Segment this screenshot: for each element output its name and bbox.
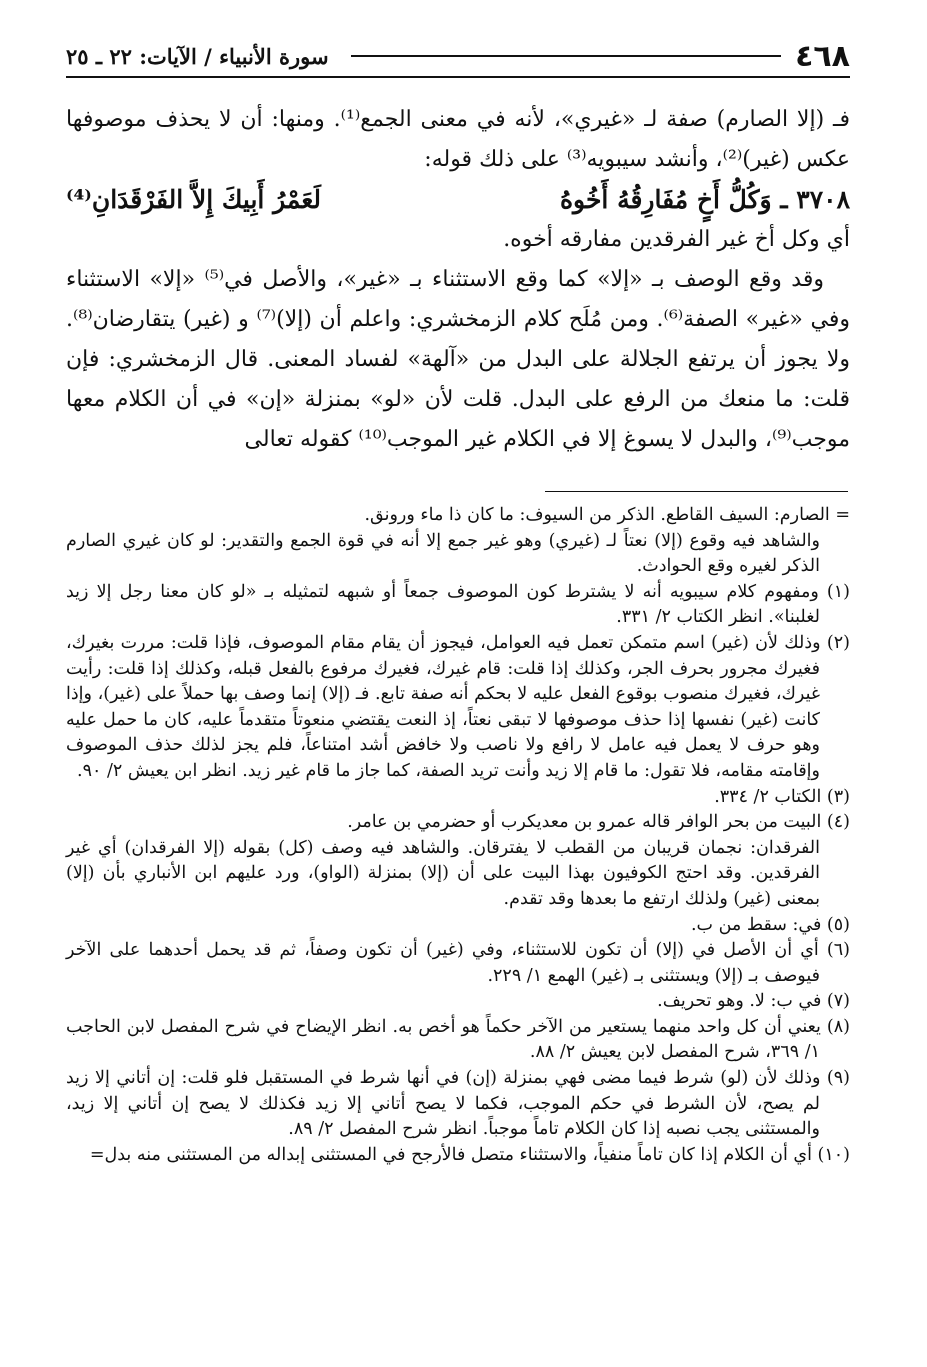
body-paragraph: فـ (إلا الصارم) صفة لـ «غيري»، لأنه في معنى الجمع⁽¹⁾. ومنها: أن لا يحذف موصوفها عكس (غير)⁽²⁾، وأنشد سيبويه⁽³⁾ على ذلك قوله: — [66, 107, 850, 172]
chapter-title: سورة الأنبياء / الآيات: ٢٢ ـ ٢٥ — [66, 43, 329, 69]
poetry-verse — [66, 180, 850, 220]
footnote-continuation: والشاهد فيه وقوع (إلا) نعتاً لـ (غيري) وهو غير جمع إلا أنه في قوة الجمع والتقدير: لو كان غيري الصارم الذكر لغيره وقع الحوادث. — [66, 530, 820, 577]
footnote: (٤) البيت من بحر الوافر قاله عمرو بن معديكرب أو حضرمي بن عامر. — [347, 812, 850, 833]
footnote: (٥) في: سقط من ب. — [690, 914, 850, 935]
verse-first-hemistich: ٣٧٠٨ ـ وَكُلُّ أَخٍ مُفَارِقُهُ أَخُوهُ — [559, 185, 850, 214]
page-number: ٤٦٨ — [795, 38, 850, 74]
verse-second-hemistich: لَعَمْرُ أَبِيكَ إِلاَّ الفَرْقَدَانِ⁽⁴⁾ — [66, 185, 321, 214]
header-rule — [351, 55, 781, 57]
footnote: = الصارم: السيف القاطع. الذكر من السيوف: ما كان ذا ماء ورونق. — [364, 505, 850, 525]
verse-explanation: أي وكل أخ غير الفرقدين مفارقه أخوه. — [503, 227, 850, 252]
footnote: (٦) أي أن الأصل في (إلا) أن تكون للاستثناء، وفي (غير) أن تكون وصفاً، ثم قد يحمل أحدهما على الآخر فيوصف بـ (إلا) ويستثنى بـ (غير) الهمع ١/ ٢٢٩. — [66, 940, 850, 986]
footnote-continuation: الفرقدان: نجمان قريبان من القطب لا يفترقان. والشاهد فيه وصف (كل) بقوله (إلا الفرقدان) أي غير الفرقدين. وقد احتج الكوفيون بهذا البيت على أن (إلا) بمنزلة (الواو)، ورد عليهم ابن الأنباري بأن (إلا) بمعنى (غير) ولذلك ارتفع ما بعدها وقد تقدم. — [66, 837, 820, 909]
footnote: (١٠) أي أن الكلام إذا كان تاماً منفياً، والاستثناء متصل فالأرجح في المستثنى إبداله من المستثنى منه بدل= — [89, 1144, 850, 1165]
main-text — [66, 100, 850, 460]
footnote: (١) ومفهوم كلام سيبويه أنه لا يشترط كون الموصوف جمعاً أو شبهه لتمثيله بـ «لو كان معنا رجل إلا زيد لغلبنا». انظر الكتاب ٢/ ٣٣١. — [66, 581, 850, 628]
footnote: (٣) الكتاب ٢/ ٣٣٤. — [714, 786, 850, 807]
running-header — [66, 36, 850, 78]
footnote-separator — [545, 491, 848, 492]
footnote: (٢) وذلك لأن (غير) اسم متمكن تعمل فيه العوامل، فيجوز أن يقام مقام الموصوف، فإذا قلت: مررت بغيرك، فغيرك مجرور بحرف الجر، وكذلك إذا قلت: قام غيرك، فغيرك مرفوع بالفعل قبله، وكذلك إذا قلت: رأيت غيرك، فغيرك منصوب بوقوع الفعل عليه لا بحكم أنه صفة تابع. فـ (إلا) إنما وصف بها حملاً على (غير)، وإذا كانت (غير) نفسها إذا حذف موصوفها لا تبقى نعتاً، إذ النعت يقتضي منعوتاً متقدماً عليه، كان ما حمل عليه وهو حرف لا يعمل فيه عامل لا رافع ولا ناصب ولا خافض أشد امتناعاً، فلم يجز لذلك حذف الموصوف وإقامته مقامه، فلا تقول: ما قام إلا زيد وأنت تريد الصفة، كما جاز ما قام غير زيد. انظر ابن يعيش ٢/ ٩٠. — [66, 632, 850, 781]
footnotes — [66, 503, 850, 1168]
footnote: (٧) في ب: لا. وهو تحريف. — [657, 991, 850, 1012]
body-paragraph: وقد وقع الوصف بـ «إلا» كما وقع الاستثناء بـ «غير»، والأصل في⁽⁵⁾ «إلا» الاستثناء وفي «غير» الصفة⁽⁶⁾. ومن مُلَح كلام الزمخشري: واعلم أن (إلا)⁽⁷⁾ و (غير) يتقارضان⁽⁸⁾. ولا يجوز أن يرتفع الجلالة على البدل من «آلهة» لفساد المعنى. قال الزمخشري: فإن قلت: ما منعك من الرفع على البدل. قلت لأن «لو» بمنزلة «إن» في أن الكلام معها موجب⁽⁹⁾، والبدل لا يسوغ إلا في الكلام غير الموجب⁽¹⁰⁾ كقوله تعالى — [66, 267, 850, 452]
footnote: (٩) وذلك لأن (لو) شرط فيما مضى فهي بمنزلة (إن) في أنها شرط في المستقبل فلو قلت: إن أتاني إلا زيد لم يصح، لأن الشرط في حكم الموجب، فكما لا يصح أتاني إلا زيد فكذلك لا يصح إن أتاني إلا زيد، والمستثنى يجب نصبه إذا كان الكلام تاماً موجباً. انظر شرح المفصل ٢/ ٨٩. — [66, 1068, 850, 1140]
footnote: (٨) يعني أن كل واحد منهما يستعير من الآخر حكماً هو أخص به. انظر الإيضاح في شرح المفصل لابن الحاجب ١/ ٣٦٩، شرح المفصل لابن يعيش ٢/ ٨٨. — [66, 1016, 850, 1063]
